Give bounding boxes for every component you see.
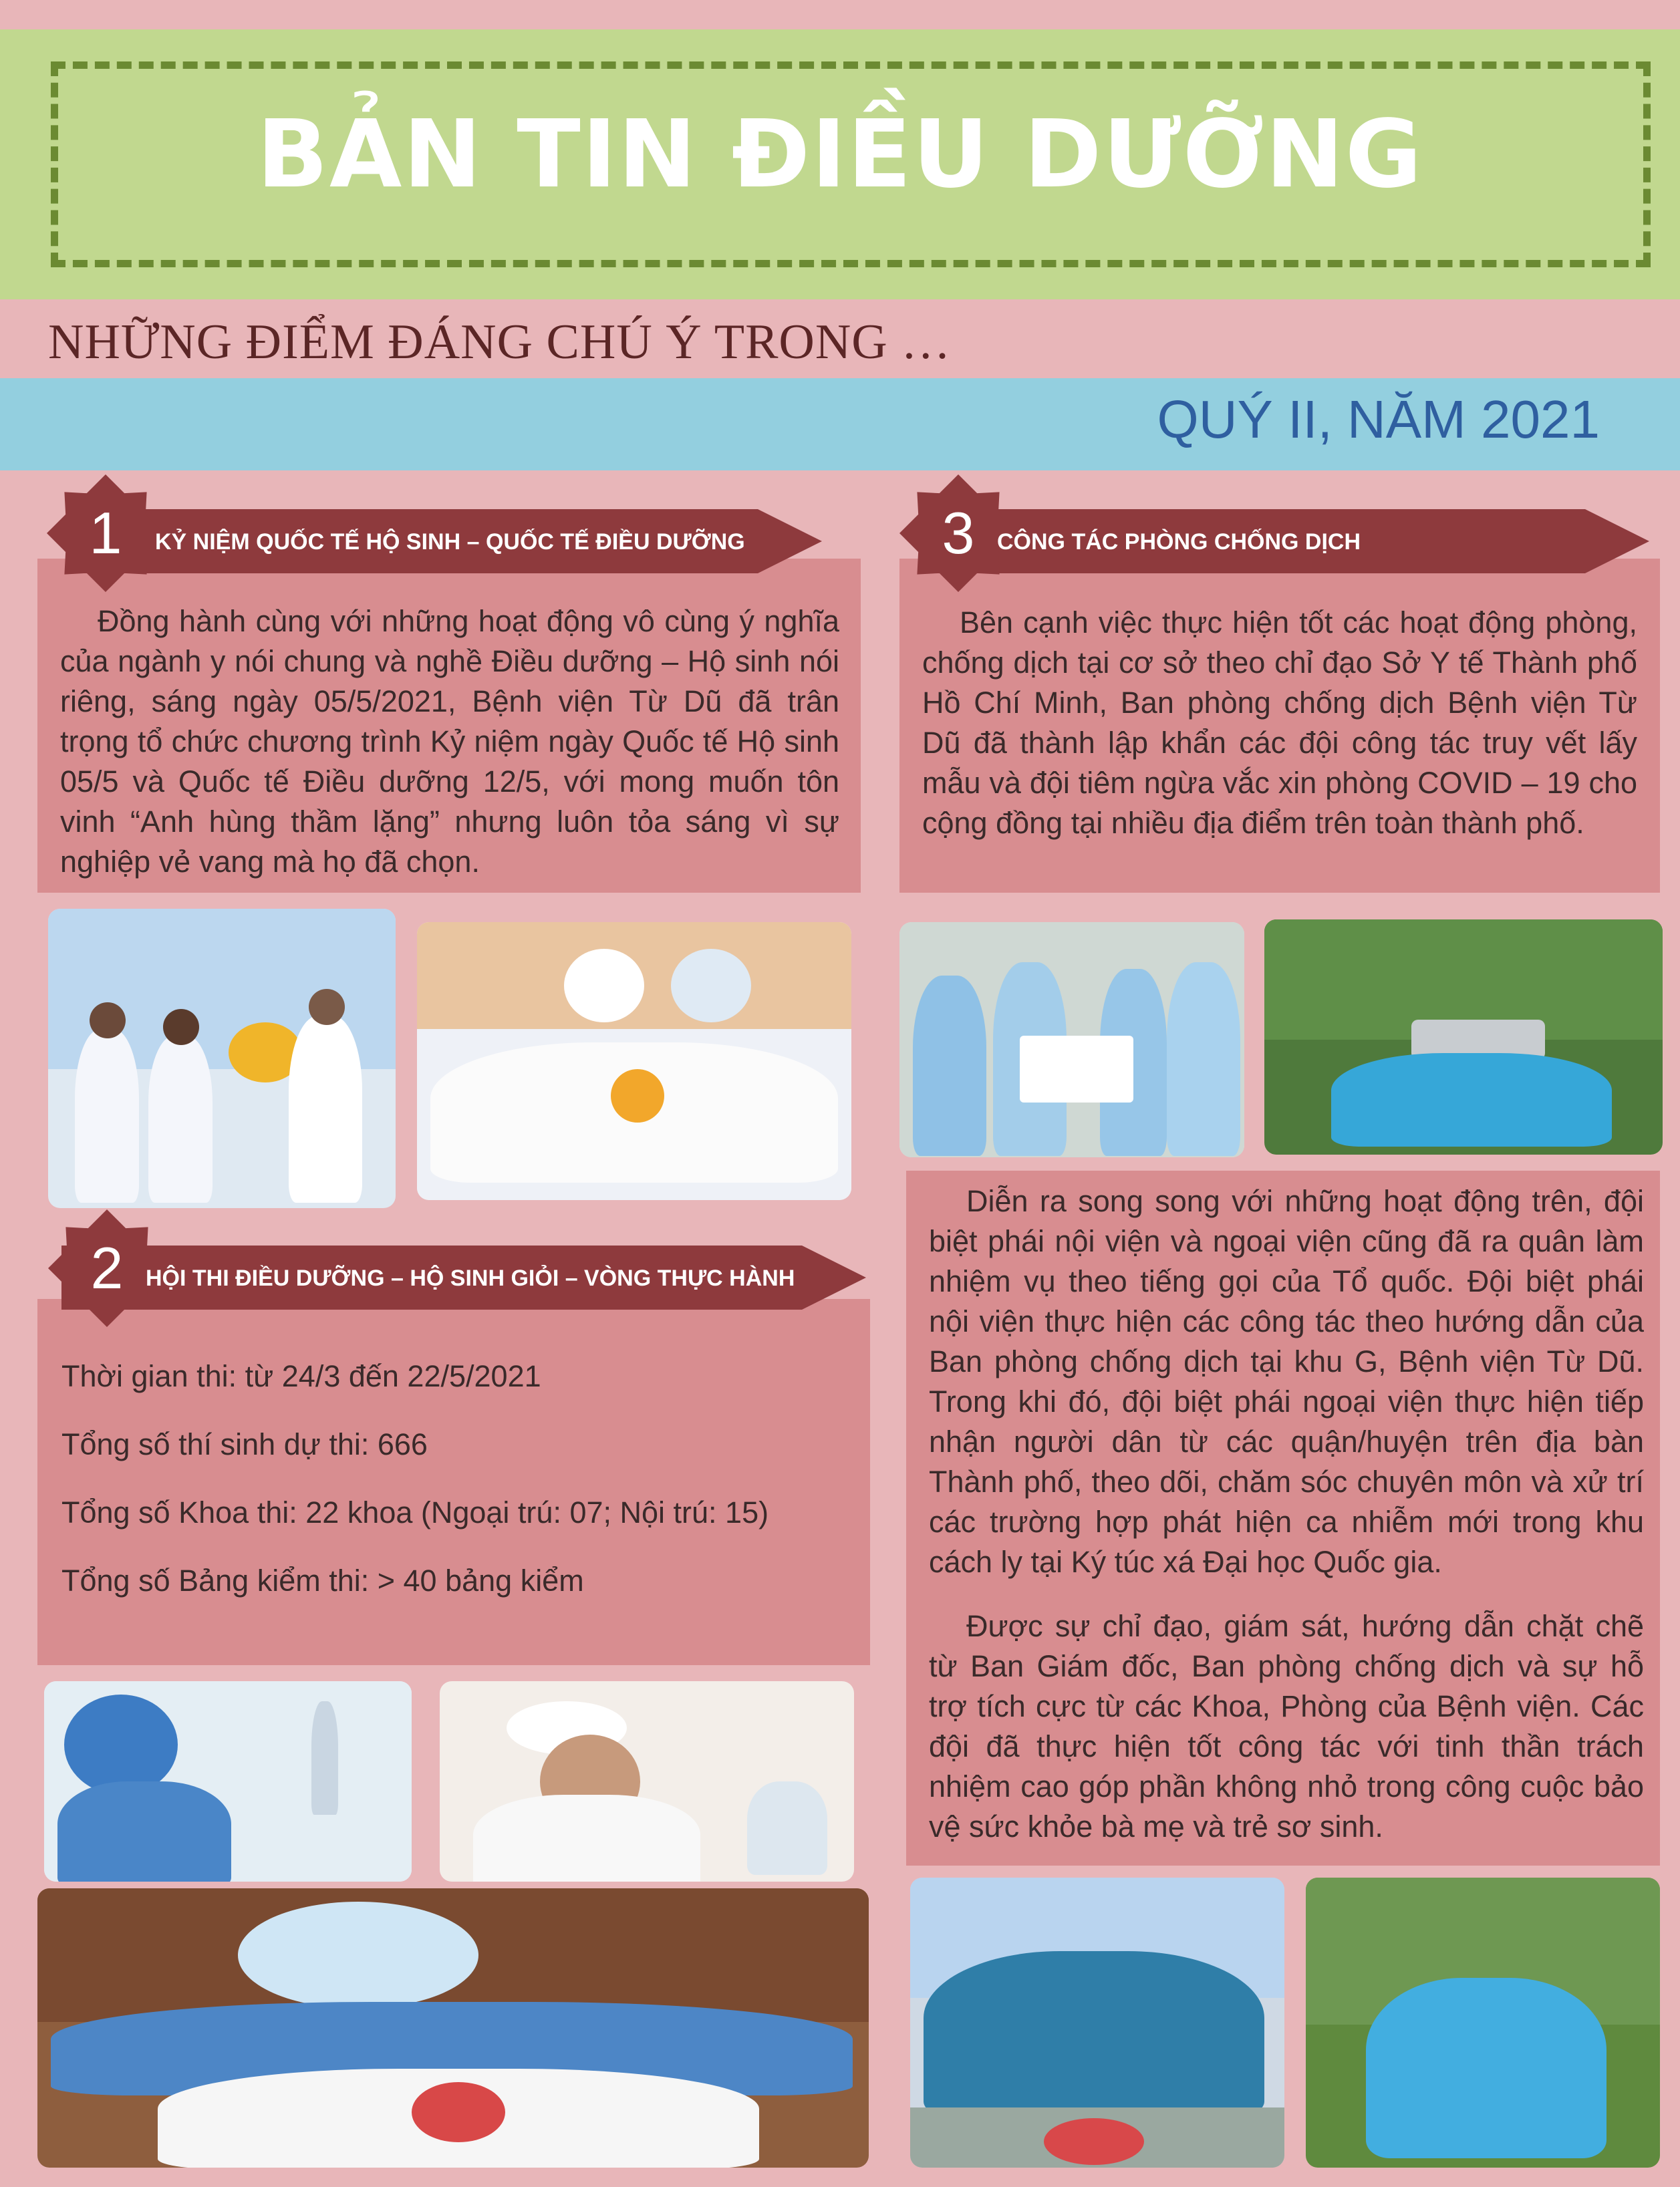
section-3-body: Bên cạnh việc thực hiện tốt các hoạt động phòng, chống dịch tại cơ sở theo chỉ đạo Sở Y tế Thành phố Hồ Chí Minh, Ban phòng chống dịch Bệnh viện Từ Dũ đã thành lập khẩn các đội công tác truy vết lấy mẫu và đội tiêm ngừa vắc xin phòng COVID – 19 cho cộng đồng tại nhiều địa điểm trên toàn thành phố. [922,605,1637,840]
photo-contest-group [37,1888,869,2168]
photo-nurse-practice [44,1681,412,1882]
section-3-number: 3 [942,500,975,566]
section-2-heading: HỘI THI ĐIỀU DƯỠNG – HỘ SINH GIỎI – VÒNG THỰC HÀNH [146,1266,795,1291]
quarter-label: QUÝ II, NĂM 2021 [1157,390,1600,449]
section-3-body-3: Được sự chỉ đạo, giám sát, hướng dẫn chặt chẽ từ Ban Giám đốc, Ban phòng chống dịch và sự hỗ trợ tích cực từ các Khoa, Phòng của Bệnh viện. Các đội đã thực hiện tốt công tác với tinh thần trách nhiệm cao góp phần không nhỏ trong công cuộc bảo vệ sức khỏe bà mẹ và trẻ sơ sinh. [929,1609,1644,1844]
photo-celebration-flowers [48,909,396,1208]
section-3-body-2: Diễn ra song song với những hoạt động trên, đội biệt phái nội viện và ngoại viện cũng đã ra quân làm nhiệm vụ theo tiếng gọi của Tổ quốc. Đội biệt phái nội viện thực hiện các công tác theo hướng dẫn của Ban phòng chống dịch tại khu G, Bệnh viện Từ Dũ. Trong khi đó, đội biệt phái ngoại viện thực hiện tiếp nhận người dân từ các quận/huyện trên địa bàn Thành phố, theo dõi, chăm sóc chuyên môn và xử trí các trường hợp phát hiện ca nhiễm mới trong khu cách ly tại Ký túc xá Đại học Quốc gia. [929,1184,1644,1579]
section-2-number: 2 [90,1235,124,1301]
section-2-item: Tổng số thí sinh dự thi: 666 [61,1427,428,1461]
section-2-item: Thời gian thi: từ 24/3 đến 22/5/2021 [61,1359,541,1393]
photo-group-staff [417,922,851,1200]
section-2-item: Tổng số Khoa thi: 22 khoa (Ngoại trú: 07; Nội trú: 15) [61,1495,769,1529]
photo-ppe-team-sign [899,922,1244,1157]
section-3-heading: CÔNG TÁC PHÒNG CHỐNG DỊCH [997,529,1361,555]
newsletter-title: BẢN TIN ĐIỀU DƯỠNG [257,100,1423,209]
section-1-number: 1 [89,500,122,566]
section-2-item: Tổng số Bảng kiểm thi: > 40 bảng kiểm [61,1564,584,1598]
photo-team-scrubs [910,1878,1284,2168]
newsletter-subtitle: NHỮNG ĐIỂM ĐÁNG CHÚ Ý TRONG … [48,315,952,370]
section-1-heading: KỶ NIỆM QUỐC TẾ HỘ SINH – QUỐC TẾ ĐIỀU DƯỠNG [155,529,745,555]
photo-team-ppe-tree [1306,1878,1660,2168]
section-2-panel [37,1299,870,1665]
photo-ppe-team-outdoor [1264,919,1663,1155]
section-1-body: Đồng hành cùng với những hoạt động vô cùng ý nghĩa của ngành y nói chung và nghề Điều dưỡng – Hộ sinh nói riêng, sáng ngày 05/5/2021, Bệnh viện Từ Dũ đã trân trọng tổ chức chương trình Kỷ niệm ngày Quốc tế Hộ sinh 05/5 và Quốc tế Điều dưỡng 12/5, với mong muốn tôn vinh “Anh hùng thầm lặng” nhưng luôn tỏa sáng vì sự nghiệp vẻ vang mà họ đã chọn. [60,604,839,879]
photo-nurse-baby-care [440,1681,854,1882]
